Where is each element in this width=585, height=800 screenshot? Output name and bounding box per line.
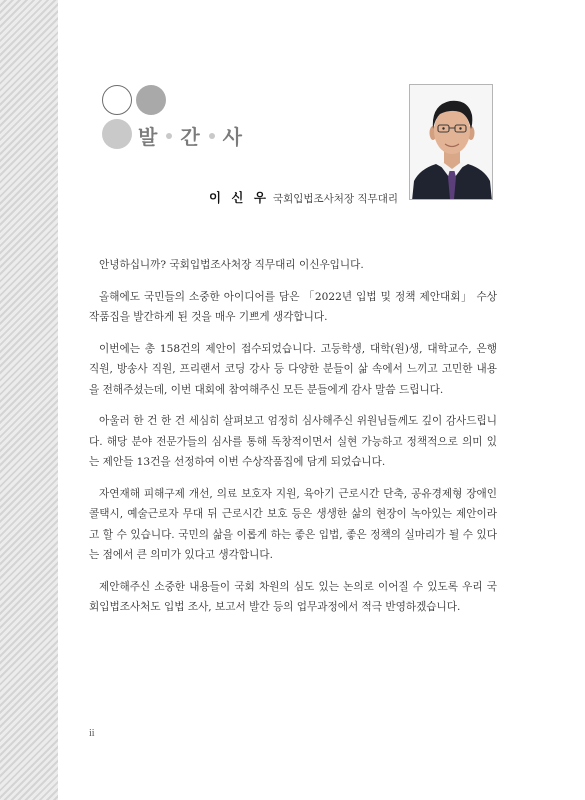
light-gray-circle-icon	[102, 119, 132, 149]
author-name: 이 신 우	[209, 190, 269, 205]
paragraph: 올해에도 국민들의 소중한 아이디어를 담은 「2022년 입법 및 정책 제안대회」 수상작품집을 발간하게 된 것을 매우 기쁘게 생각합니다.	[89, 290, 497, 323]
heading-char-2: 간	[180, 125, 201, 149]
section-heading	[138, 121, 243, 150]
foreword-body	[89, 255, 497, 629]
heading-char-1: 발	[138, 125, 159, 149]
paragraph: 이번에는 총 158건의 제안이 접수되었습니다. 고등학생, 대학(원)생, 대학교수, 은행 직원, 방송사 직원, 프리랜서 코딩 강사 등 다양한 분들이 삶 속에서 느끼고 고민한 내용을 전해주셨는데, 이번 대회에 참여해주신 모든 분들에게 감사 말씀 드립니다.	[89, 342, 497, 396]
heading-char-3: 사	[222, 125, 243, 149]
author-signature	[209, 188, 398, 206]
decorative-side-stripe	[0, 0, 58, 800]
paragraph: 제안해주신 소중한 내용들이 국회 차원의 심도 있는 논의로 이어질 수 있도록 우리 국회입법조사처도 입법 조사, 보고서 발간 등의 업무과정에서 적극 반영하겠습니다.	[89, 580, 497, 613]
outline-circle-icon	[102, 85, 132, 115]
heading-dot-icon	[166, 133, 172, 139]
heading-dot-icon	[209, 133, 215, 139]
paragraph: 안녕하십니까? 국회입법조사처장 직무대리 이신우입니다.	[99, 259, 364, 271]
author-portrait-image	[410, 85, 493, 200]
page-number: ii	[89, 728, 95, 739]
dark-gray-circle-icon	[136, 85, 166, 115]
paragraph: 자연재해 피해구제 개선, 의료 보호자 지원, 육아기 근로시간 단축, 공유경제형 장애인 콜택시, 예술근로자 무대 뒤 근로시간 보호 등은 생생한 삶의 현장이 녹아있는 제안이라고 할 수 있습니다. 국민의 삶을 이롭게 하는 좋은 입법, 좋은 정책의 실마리가 될 수 있다는 점에서 큰 의미가 있다고 생각합니다.	[89, 487, 497, 561]
author-title: 국회입법조사처장 직무대리	[272, 193, 398, 205]
paragraph: 아울러 한 건 한 건 세심히 살펴보고 엄정히 심사해주신 위원님들께도 깊이 감사드립니다. 해당 분야 전문가들의 심사를 통해 독창적이면서 실현 가능하고 정책적으로 의미 있는 제안들 13건을 선정하여 이번 수상작품집에 담게 되었습니다.	[89, 415, 497, 468]
author-photo	[409, 84, 493, 200]
